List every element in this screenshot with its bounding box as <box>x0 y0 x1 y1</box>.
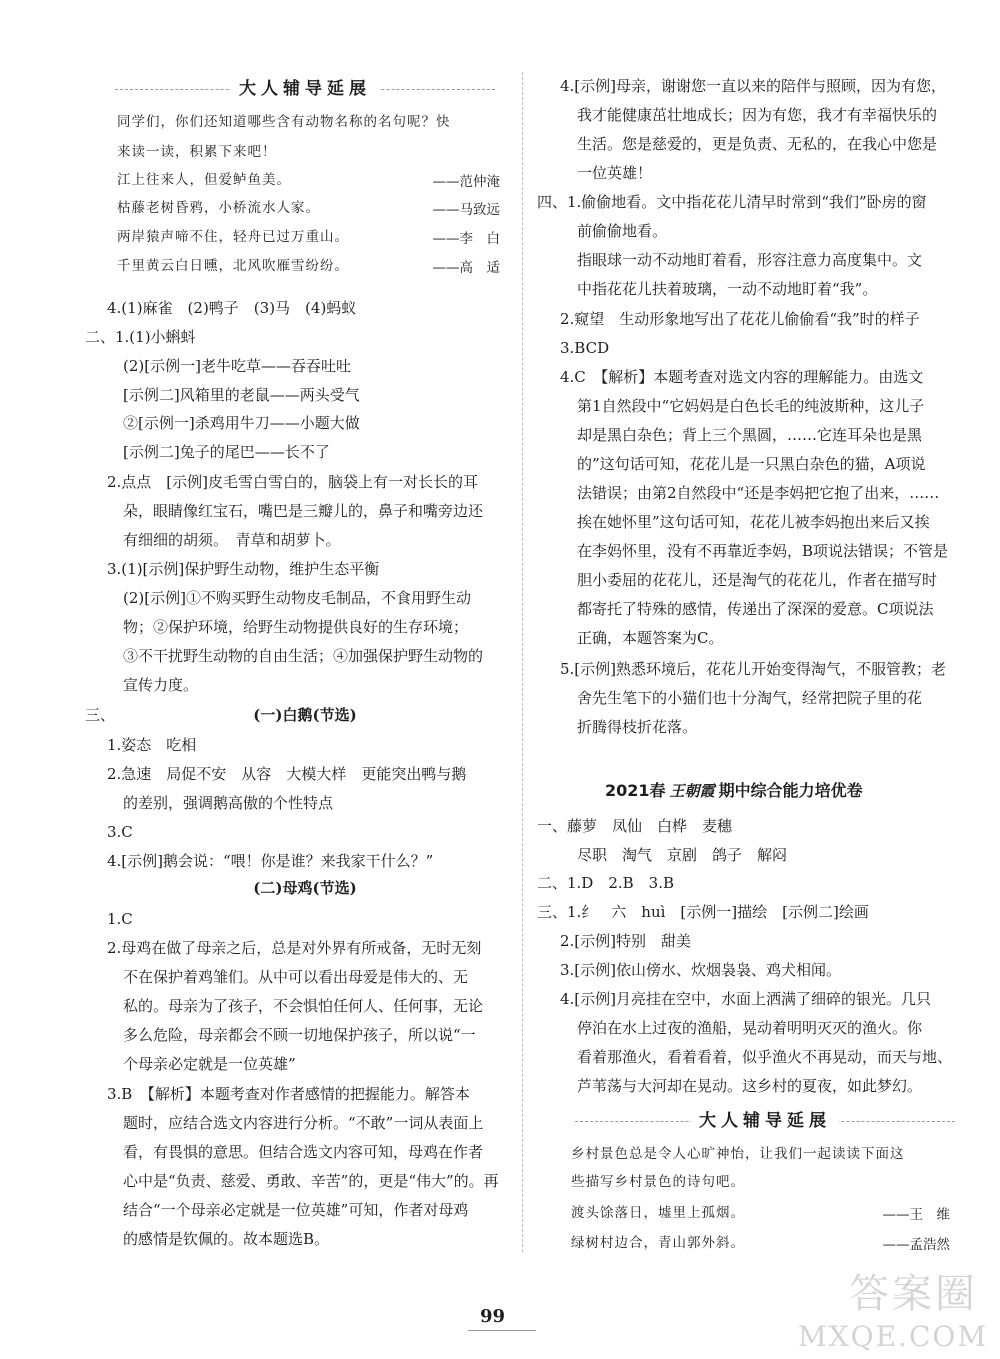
answer-line: 停泊在水上过夜的渔船，晃动着明明灭灭的渔火。你 <box>577 1019 923 1037</box>
answer-line: 4.[示例]母亲，谢谢您一直以来的陪伴与照顾，因为有您， <box>560 77 947 95</box>
answer-line: 胆小委屈的花花儿，还是淘气的花花儿，作者在描写时 <box>577 571 938 589</box>
poem-line: 渡头馀落日，墟里上孤烟。 <box>571 1205 745 1221</box>
answer-line: 心中是“负责、慈爱、勇敢、辛苦”的，更是“伟大”的。再 <box>123 1172 499 1190</box>
answer-line: 3.B 【解析】本题考查对作者感情的把握能力。解答本 <box>107 1085 470 1103</box>
exam-title <box>605 780 863 802</box>
answer-line: 二、1.(1)小蝌蚪 <box>85 328 196 346</box>
answer-line: 有细细的胡须。 青草和胡萝卜。 <box>123 531 341 549</box>
answer-line: 3.C <box>107 823 133 841</box>
answer-line: 2.点点 [示例]皮毛雪白雪白的，脑袋上有一对长长的耳 <box>107 473 479 491</box>
answer-line: 第1自然段中“它妈妈是白色长毛的纯波斯种，这儿子 <box>577 397 925 415</box>
answer-line: 芦苇荡与大河却在晃动。这乡村的夏夜，如此梦幻。 <box>577 1077 923 1095</box>
answer-line: 3.[示例]依山傍水、炊烟袅袅、鸡犬相闻。 <box>560 961 842 979</box>
answer-line: 4.[示例]鹅会说：“喂！你是谁？来我家干什么？” <box>107 852 434 870</box>
box1-header <box>115 78 495 100</box>
answer-line: 在李妈怀里，没有不再靠近李妈，B项说法错误；不管是 <box>577 542 949 560</box>
answer-line: 4.[示例]月亮挂在空中，水面上洒满了细碎的银光。几只 <box>560 990 932 1008</box>
answer-line: 一、藤萝 凤仙 白桦 麦穗 <box>537 817 733 835</box>
box1-intro-1: 同学们，你们还知道哪些含有动物名称的名句呢？快 <box>117 114 451 130</box>
answer-line: 题时，应结合选文内容进行分析。“不敢”一词从表面上 <box>123 1114 484 1132</box>
poem-author: ——孟浩然 <box>882 1237 950 1253</box>
answer-line: 3.(1)[示例]保护野生动物，维护生态平衡 <box>107 560 380 578</box>
answer-line: 私的。母亲为了孩子，不会惧怕任何人、任何事，无论 <box>123 997 484 1015</box>
box1-title: 大人辅导延展 <box>231 78 379 100</box>
answer-line: 生活。您是慈爱的，更是负责、无私的，在我心中您是 <box>577 135 938 153</box>
answer-line: 2.[示例]特别 甜美 <box>560 932 692 950</box>
answer-line: 多么危险，母亲都会不顾一切地保护孩子，所以说“一 <box>123 1026 476 1044</box>
box2-header <box>575 1110 955 1132</box>
answer-line: 却是黑白杂色；背上三个黑圆，……它连耳朵也是黑 <box>577 426 923 444</box>
watermark-logo: 答案圈 <box>849 1271 978 1317</box>
exam-title-suffix: 期中综合能力培优卷 <box>718 781 863 800</box>
answer-line: 二、1.D 2.B 3.B <box>537 874 675 892</box>
answer-line: 1.姿态 吃相 <box>107 736 197 754</box>
answer-line: 3.BCD <box>560 339 610 357</box>
poem-line: 两岸猿声啼不住，轻舟已过万重山。 <box>117 229 349 245</box>
answer-line: 指眼球一动不动地盯着看，形容注意力高度集中。文 <box>577 251 923 269</box>
answer-line: ②[示例一]杀鸡用牛刀——小题大做 <box>123 414 360 432</box>
answer-line: 舍先生笔下的小猫们也十分淘气，经常把院子里的花 <box>577 689 923 707</box>
poem-author: ——王 维 <box>882 1207 950 1223</box>
answer-line: 4.C 【解析】本题考查对选文内容的理解能力。由选文 <box>560 368 924 386</box>
answer-line: 物；②保护环境，给野生动物提供良好的生存环境； <box>123 618 469 636</box>
answer-line: 的”这句话可知，花花儿是一只黑白杂色的猫，A项说 <box>577 455 926 473</box>
brand-logo: 王朝霞 <box>669 782 715 800</box>
answer-line: 结合“一个母亲必定就是一位英雄”可知，作者对母鸡 <box>123 1201 469 1219</box>
answer-line: 四、1.偷偷地看。文中指花花儿清早时常到“我们”卧房的窗 <box>537 193 927 211</box>
page-number-ornament <box>468 1330 536 1331</box>
box2-title: 大人辅导延展 <box>691 1110 839 1132</box>
answer-line: 朵，眼睛像红宝石，嘴巴是三瓣儿的，鼻子和嘴旁边还 <box>123 502 484 520</box>
answer-line: 中指花花儿扶着玻璃，一动不动地盯着“我”。 <box>577 280 878 298</box>
answer-line: 一位英雄！ <box>577 164 653 182</box>
answer-line: 尽职 淘气 京剧 鸽子 解闷 <box>577 846 788 864</box>
answer-line: [示例二]兔子的尾巴——长不了 <box>123 443 330 461</box>
watermark-url: MXQE.COM <box>798 1320 988 1353</box>
passage-title: (一)白鹅(节选) <box>253 706 357 724</box>
answer-line: 挨在她怀里”这句话可知，花花儿被李妈抱出来后又挨 <box>577 513 930 531</box>
answer-line: 三、1.纟 六 huì [示例一]描绘 [示例二]绘画 <box>537 903 869 921</box>
box1-intro-2: 来读一读，积累下来吧！ <box>117 144 277 160</box>
answer-line: [示例二]风箱里的老鼠——两头受气 <box>123 386 360 404</box>
passage-title: (二)母鸡(节选) <box>253 879 357 897</box>
poem-author: ——李 白 <box>432 231 500 247</box>
answer-line: 都寄托了特殊的感情，传递出了深深的爱意。C项说法 <box>577 600 934 618</box>
answer-line: 看着那渔火，看着看着，似乎渔火不再晃动，而天与地、 <box>577 1048 953 1066</box>
exam-title-prefix: 2021春 <box>605 781 666 800</box>
answer-line: 4.(1)麻雀 (2)鸭子 (3)马 (4)蚂蚁 <box>107 299 357 317</box>
poem-author: ——范仲淹 <box>432 174 500 190</box>
answer-line: 看，有畏惧的意思。但结合选文内容可知，母鸡在作者 <box>123 1143 484 1161</box>
poem-author: ——马致远 <box>432 202 500 218</box>
answer-line: 前偷偷地看。 <box>577 222 668 240</box>
page-number: 99 <box>480 1306 506 1327</box>
section-number: 三、 <box>85 706 116 724</box>
answer-line: 2.窥望 生动形象地写出了花花儿偷偷看“我”时的样子 <box>560 310 920 328</box>
answer-line: 2.急速 局促不安 从容 大模大样 更能突出鸭与鹅 <box>107 765 467 783</box>
answer-line: 的差别，强调鹅高傲的个性特点 <box>123 794 334 812</box>
answer-line: 1.C <box>107 910 133 928</box>
answer-line: 5.[示例]熟悉环境后，花花儿开始变得淘气，不服管教；老 <box>560 660 947 678</box>
column-divider <box>522 72 523 1252</box>
answer-line: 我才能健康茁壮地成长；因为有您，我才有幸福快乐的 <box>577 106 938 124</box>
poem-line: 绿树村边合，青山郭外斜。 <box>571 1235 745 1251</box>
poem-line: 千里黄云白日曛，北风吹雁雪纷纷。 <box>117 258 349 274</box>
answer-line: (2)[示例]①不购买野生动物皮毛制品，不食用野生动 <box>123 589 471 607</box>
answer-line: 的感情是钦佩的。故本题选B。 <box>123 1230 330 1248</box>
answer-line: (2)[示例一]老牛吃草——吞吞吐吐 <box>123 357 351 375</box>
answer-line: 正确，本题答案为C。 <box>577 629 724 647</box>
answer-line: 2.母鸡在做了母亲之后，总是对外界有所戒备，无时无刻 <box>107 939 482 957</box>
answer-line: 宣传力度。 <box>123 676 199 694</box>
poem-line: 枯藤老树昏鸦，小桥流水人家。 <box>117 200 320 216</box>
answer-line: 法错误；由第2自然段中“还是李妈把它抱了出来，…… <box>577 484 940 502</box>
answer-line: 折腾得枝折花落。 <box>577 718 698 736</box>
box2-intro-1: 乡村景色总是令人心旷神怡，让我们一起读读下面这 <box>571 1146 905 1162</box>
poem-line: 江上往来人，但爱鲈鱼美。 <box>117 172 291 188</box>
answer-line: 不在保护着鸡雏们。从中可以看出母爱是伟大的、无 <box>123 968 469 986</box>
answer-line: 个母亲必定就是一位英雄” <box>123 1055 296 1073</box>
box2-intro-2: 些描写乡村景色的诗句吧。 <box>571 1174 745 1190</box>
answer-line: ③不干扰野生动物的自由生活；④加强保护野生动物的 <box>123 647 484 665</box>
poem-author: ——高 适 <box>432 260 500 276</box>
